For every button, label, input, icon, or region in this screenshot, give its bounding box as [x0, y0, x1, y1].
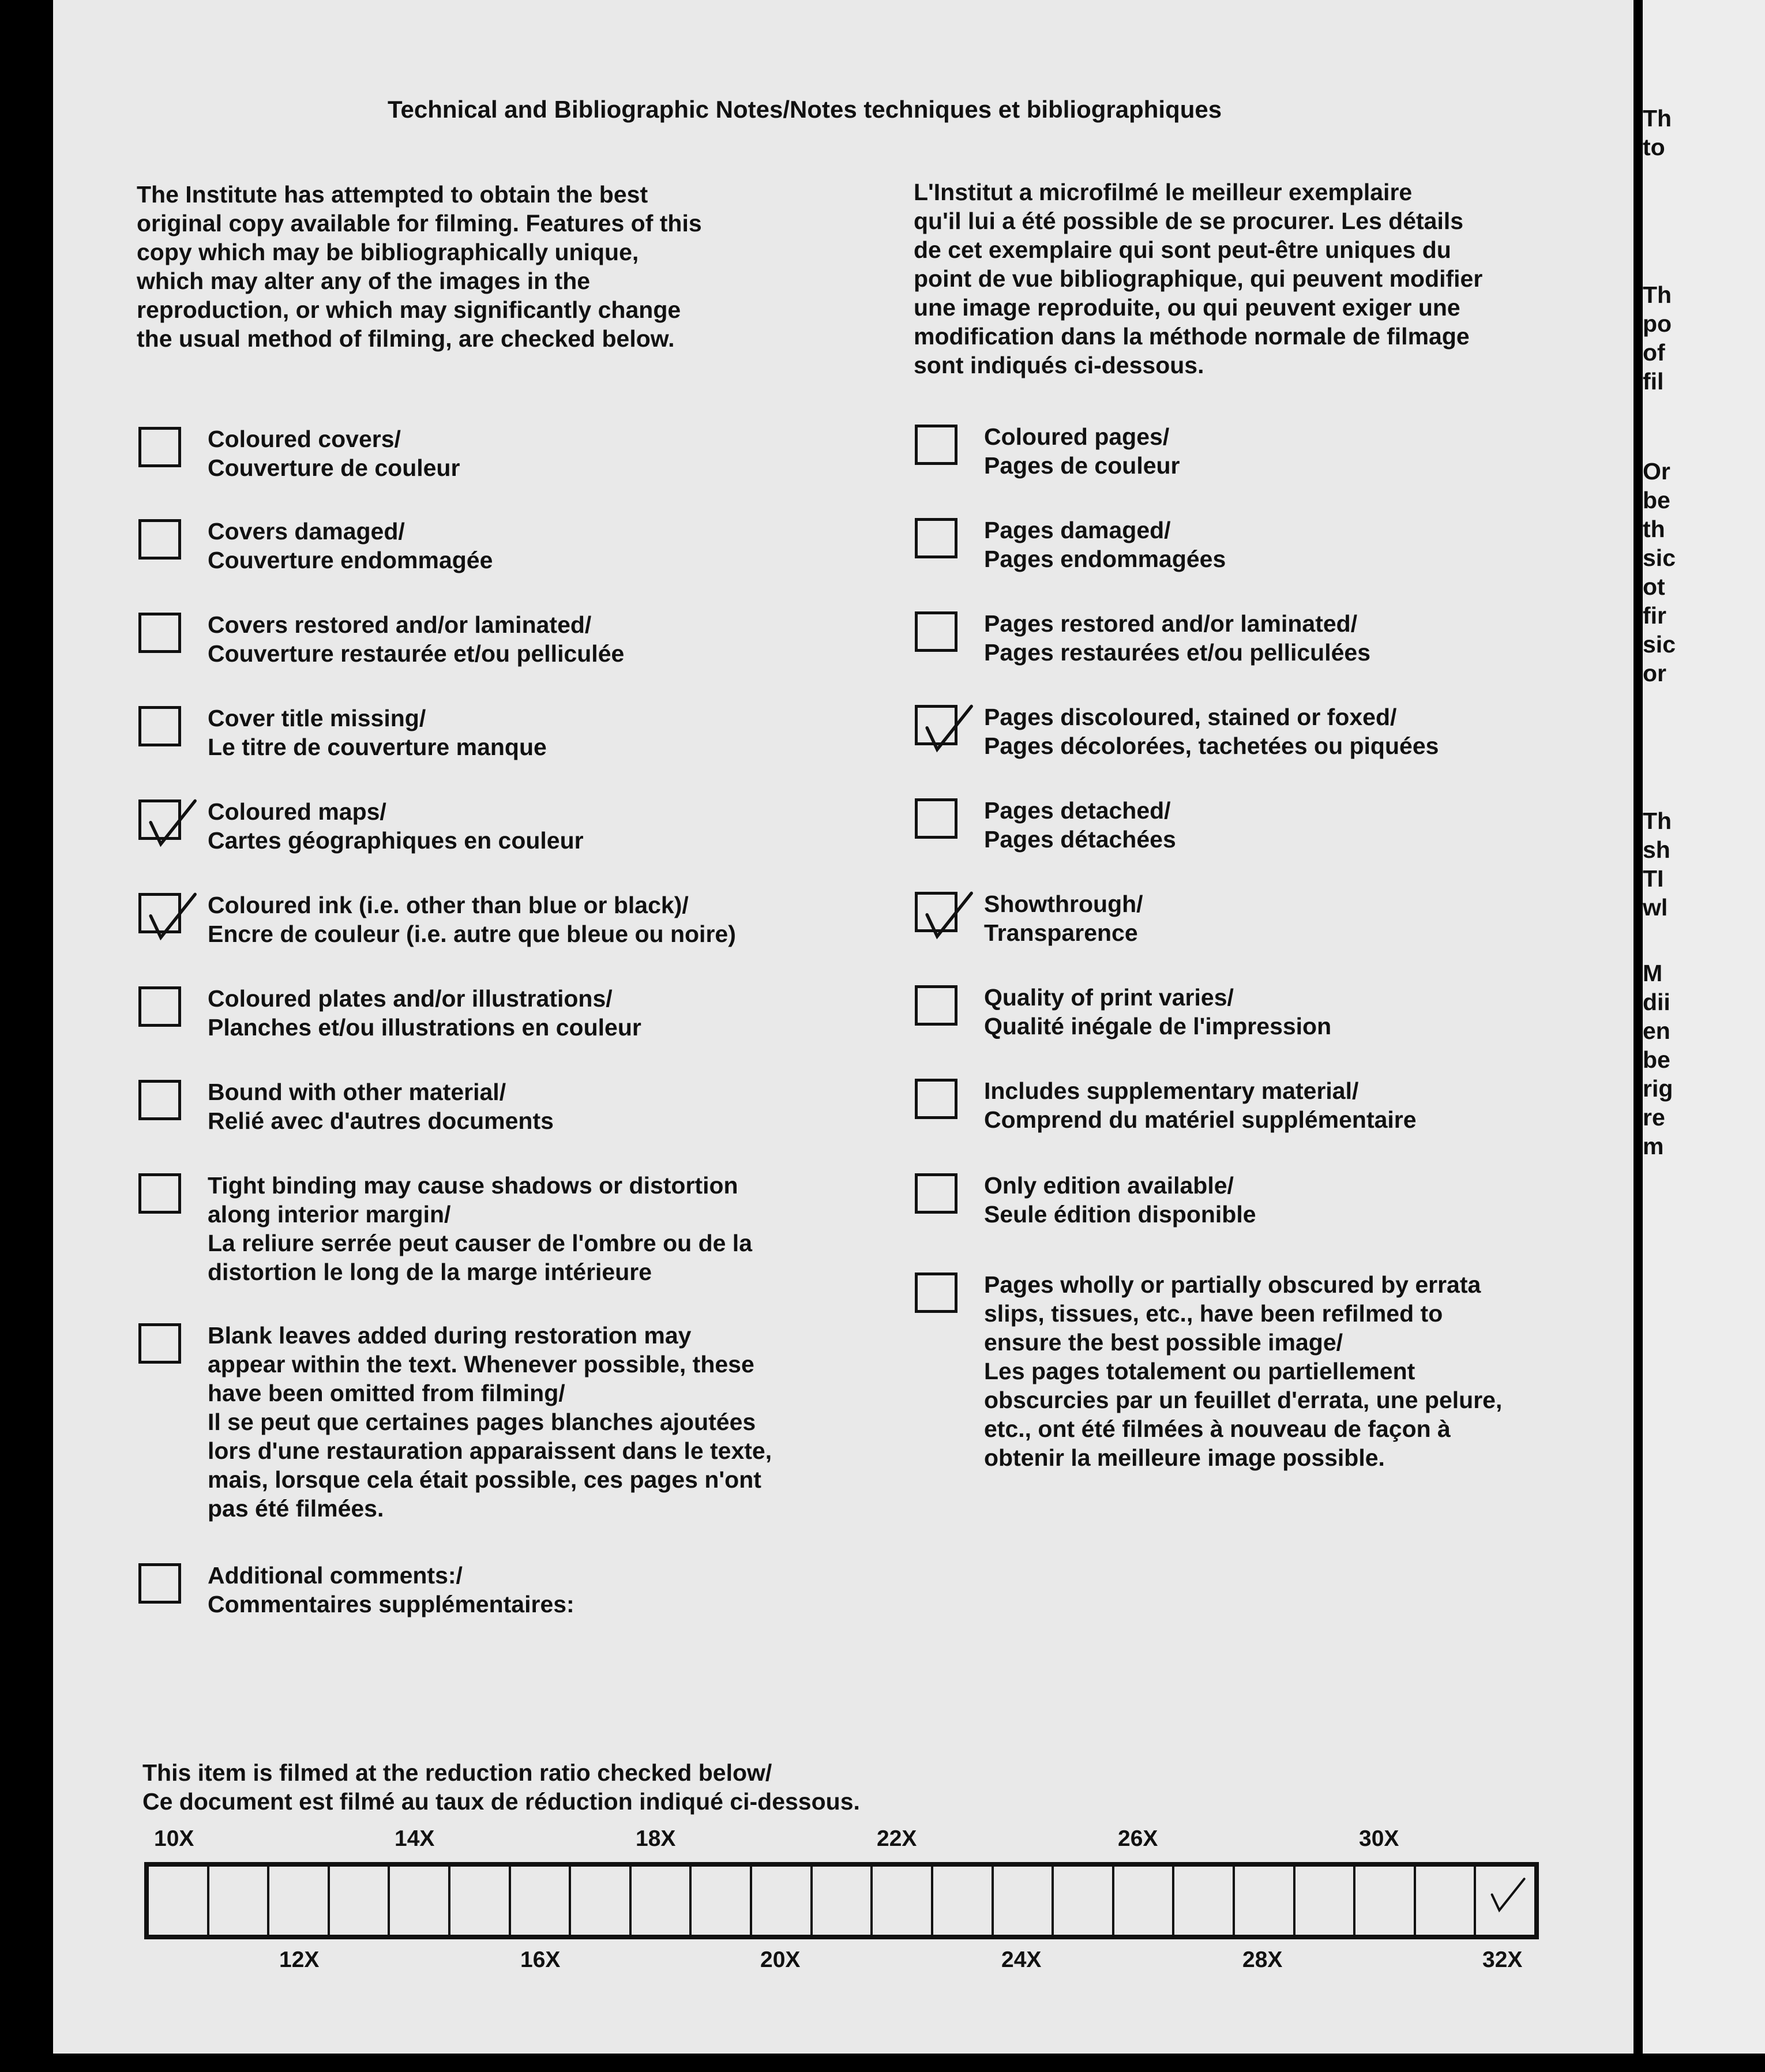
adjacent-text-fragment: of [1643, 339, 1665, 366]
adjacent-text-fragment: ot [1643, 573, 1665, 600]
checkmark-icon [1482, 1872, 1528, 1919]
adjacent-text-fragment: re [1643, 1104, 1665, 1131]
checkmark-icon [137, 885, 200, 949]
ratio-label-top: 18X [636, 1826, 676, 1851]
ratio-cell[interactable] [813, 1867, 873, 1935]
adjacent-text-fragment: be [1643, 1046, 1670, 1073]
checkbox-label: Covers restored and/or laminated/ Couverture restaurée et/ou pelliculée [208, 611, 625, 667]
checkbox-label: Quality of print varies/ Qualité inégale de l'impression [984, 984, 1332, 1039]
ratio-label-bottom: 28X [1242, 1947, 1283, 1972]
ratio-label-top: 10X [154, 1826, 194, 1851]
ratio-label-top: 22X [877, 1826, 917, 1851]
adjacent-text-fragment: Th [1643, 281, 1672, 308]
checkbox[interactable] [915, 518, 957, 558]
checkmark-icon [913, 697, 977, 761]
adjacent-text-fragment: Th [1643, 808, 1672, 834]
checkbox[interactable] [915, 892, 957, 932]
ratio-label-top: 14X [395, 1826, 435, 1851]
checkbox[interactable] [915, 1079, 957, 1119]
checkbox[interactable] [138, 1173, 181, 1214]
checkmark-icon [913, 884, 977, 948]
ratio-cell[interactable] [390, 1867, 450, 1935]
adjacent-text-fragment: rig [1643, 1075, 1673, 1102]
ratio-cell[interactable] [450, 1867, 511, 1935]
checkbox[interactable] [138, 1563, 181, 1604]
ratio-cell[interactable] [1174, 1867, 1235, 1935]
checkbox[interactable] [138, 519, 181, 560]
adjacent-text-fragment: en [1643, 1018, 1670, 1044]
adjacent-text-fragment: dii [1643, 989, 1670, 1015]
intro-french: L'Institut a microfilmé le meilleur exemplaire qu'il lui a été possible de se procurer. Les détails de cet exemplaire qui sont peut-être uniques du point de vue bibliographique, qui peuvent modifier une image reproduite, ou qui peuvent exiger une modification dans la méthode normale de filmage sont indiqués ci-dessous. [914, 179, 1483, 378]
intro-english: The Institute has attempted to obtain the best original copy available for filming. Features of this copy which may be bibliographically unique, which may alter any of the images in the reproduction, or which may significantly change the usual method of filming, are checked below. [137, 181, 702, 352]
ratio-label-top: 26X [1118, 1826, 1158, 1851]
adjacent-text-fragment: Th [1643, 105, 1672, 132]
ratio-cell[interactable] [692, 1867, 752, 1935]
checkbox-label: Pages damaged/ Pages endommagées [984, 517, 1226, 572]
ratio-cell[interactable] [994, 1867, 1054, 1935]
checkbox-label: Coloured plates and/or illustrations/ Planches et/ou illustrations en couleur [208, 985, 641, 1041]
checkbox[interactable] [915, 611, 957, 652]
checkbox[interactable] [138, 427, 181, 467]
adjacent-text-fragment: sic [1643, 545, 1676, 571]
checkbox[interactable] [915, 1173, 957, 1214]
ratio-cell[interactable] [330, 1867, 390, 1935]
checkbox-label: Covers damaged/ Couverture endommagée [208, 518, 493, 573]
checkbox-label: Pages discoloured, stained or foxed/ Pages décolorées, tachetées ou piquées [984, 704, 1439, 759]
checkbox[interactable] [915, 705, 957, 745]
checkbox-label: Pages restored and/or laminated/ Pages restaurées et/ou pelliculées [984, 610, 1370, 666]
checkbox-label: Cover title missing/ Le titre de couverture manque [208, 705, 547, 760]
adjacent-text-fragment: fir [1643, 602, 1666, 629]
adjacent-text-fragment: or [1643, 660, 1666, 686]
checkbox[interactable] [138, 799, 181, 840]
ratio-cell[interactable] [933, 1867, 994, 1935]
adjacent-text-fragment: sic [1643, 631, 1676, 658]
ratio-label-bottom: 24X [1001, 1947, 1042, 1972]
checkbox[interactable] [138, 613, 181, 653]
ratio-label-top: 30X [1359, 1826, 1399, 1851]
adjacent-text-fragment: M [1643, 960, 1663, 986]
ratio-cell[interactable] [1416, 1867, 1477, 1935]
ratio-cell[interactable] [632, 1867, 692, 1935]
ratio-label-bottom: 16X [520, 1947, 561, 1972]
ratio-cell[interactable] [1476, 1867, 1534, 1935]
adjacent-page-edge [1643, 0, 1765, 2054]
ratio-cell[interactable] [752, 1867, 813, 1935]
checkbox[interactable] [915, 798, 957, 839]
notes-page [53, 0, 1633, 2054]
checkbox[interactable] [915, 425, 957, 465]
adjacent-text-fragment: m [1643, 1133, 1664, 1159]
adjacent-text-fragment: sh [1643, 836, 1670, 863]
ratio-cell[interactable] [269, 1867, 330, 1935]
checkbox-label: Tight binding may cause shadows or distortion along interior margin/ La reliure serrée peut causer de l'ombre ou de la distortion le long de la marge intérieure [208, 1172, 753, 1285]
adjacent-text-fragment: TI [1643, 865, 1664, 892]
ratio-cell[interactable] [1114, 1867, 1175, 1935]
ratio-cell[interactable] [1295, 1867, 1356, 1935]
ratio-label-bottom: 12X [279, 1947, 320, 1972]
adjacent-text-fragment: Or [1643, 458, 1670, 485]
checkbox-label: Includes supplementary material/ Comprend du matériel supplémentaire [984, 1078, 1417, 1133]
adjacent-text-fragment: po [1643, 310, 1672, 337]
adjacent-text-fragment: fil [1643, 368, 1664, 395]
ratio-cell[interactable] [1054, 1867, 1114, 1935]
page-title: Technical and Bibliographic Notes/Notes techniques et bibliographiques [388, 96, 1222, 123]
checkbox[interactable] [915, 985, 957, 1026]
checkmark-icon [137, 792, 200, 855]
checkbox-label: Showthrough/ Transparence [984, 891, 1143, 946]
ratio-cell[interactable] [511, 1867, 572, 1935]
checkbox[interactable] [138, 986, 181, 1027]
checkbox-label: Coloured maps/ Cartes géographiques en couleur [208, 798, 584, 854]
checkbox[interactable] [915, 1273, 957, 1313]
ratio-cell[interactable] [209, 1867, 270, 1935]
checkbox-label: Coloured ink (i.e. other than blue or black)/ Encre de couleur (i.e. autre que bleue ou noire) [208, 892, 736, 947]
checkbox[interactable] [138, 1323, 181, 1364]
ratio-cell[interactable] [873, 1867, 933, 1935]
checkbox-label: Additional comments:/ Commentaires supplémentaires: [208, 1562, 574, 1617]
checkbox-label: Blank leaves added during restoration may appear within the text. Whenever possible, these have been omitted from filming/ Il se peut que certaines pages blanches ajoutées lors d'une restauration apparaissent dans le texte, mais, lorsque cela était possible, ces pages n'ont pas été filmées. [208, 1322, 772, 1522]
adjacent-text-fragment: wl [1643, 894, 1668, 921]
checkbox[interactable] [138, 893, 181, 933]
adjacent-text-fragment: th [1643, 516, 1665, 542]
ratio-label-bottom: 32X [1482, 1947, 1523, 1972]
checkbox-label: Coloured covers/ Couverture de couleur [208, 426, 460, 481]
ratio-label-bottom: 20X [760, 1947, 801, 1972]
adjacent-text-fragment: be [1643, 487, 1670, 513]
ratio-cell[interactable] [571, 1867, 632, 1935]
checkbox-label: Pages wholly or partially obscured by errata slips, tissues, etc., have been refilmed to ensure the best possible image/ Les pages totalement ou partiellement obscurcies par un feuillet d'errata, une pelure, etc., ont été filmées à nouveau de façon à obtenir la meilleure image possible. [984, 1271, 1503, 1471]
ratio-cell[interactable] [1235, 1867, 1295, 1935]
reduction-ratio-scale [144, 1862, 1539, 1939]
adjacent-text-fragment: to [1643, 134, 1665, 160]
checkbox-label: Pages detached/ Pages détachées [984, 797, 1176, 853]
reduction-ratio-intro: This item is filmed at the reduction ratio checked below/ Ce document est filmé au taux de réduction indiqué ci-dessous. [142, 1759, 860, 1815]
ratio-cell[interactable] [149, 1867, 209, 1935]
checkbox[interactable] [138, 1080, 181, 1120]
checkbox-label: Bound with other material/ Relié avec d'autres documents [208, 1079, 554, 1134]
checkbox-label: Coloured pages/ Pages de couleur [984, 423, 1180, 479]
checkbox[interactable] [138, 706, 181, 746]
checkbox-label: Only edition available/ Seule édition disponible [984, 1172, 1256, 1228]
ratio-cell[interactable] [1355, 1867, 1416, 1935]
